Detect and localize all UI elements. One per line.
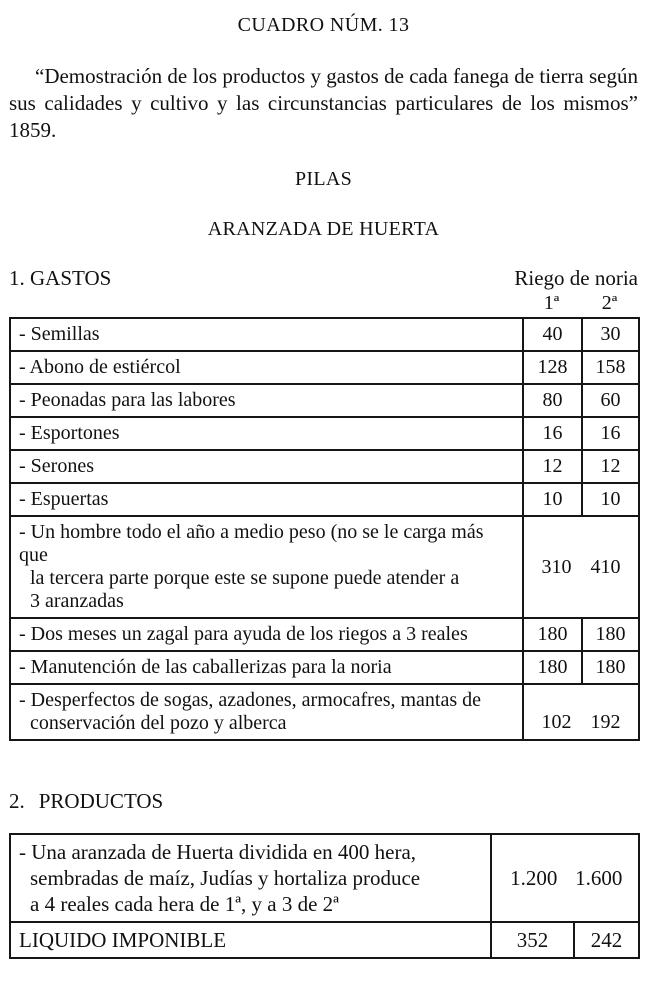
value-cell-2a: 30 [582,318,639,351]
expense-label: - Abono de estiércol [10,351,523,384]
gastos-section-header [9,266,638,290]
value-1a: 310 [541,555,572,578]
value-cell-2a: 242 [574,922,639,958]
value-pair [532,556,630,579]
value-2a: 1.600 [575,866,623,890]
value-cell-1a: 16 [523,417,582,450]
value-cell-2a: 158 [582,351,639,384]
value-1a: 1.200 [510,866,558,890]
table-row [10,618,639,651]
value-cell-1a: 80 [523,384,582,417]
merged-value-cell [523,684,639,740]
value-cell-1a: 40 [523,318,582,351]
expense-label-line: - Desperfectos de sogas, azadones, armocafres, mantas de [19,689,482,711]
table-row [10,516,639,618]
value-2a: 192 [590,711,621,733]
table-row [10,684,639,740]
expense-label-line: la tercera parte porque este se supone puede atender a [30,567,460,589]
gastos-heading: 1. GASTOS [9,266,112,290]
intro-paragraph: “Demostración de los productos y gastos de cada fanega de tierra según sus calidades y cultivo y las circunstancias particulares de los mismos” 1859. [9,64,638,142]
value-cell-2a: 10 [582,483,639,516]
product-label [10,834,491,922]
irrigation-type-label: Riego de noria [514,266,638,290]
table-row [10,384,639,417]
product-label-line: sembradas de maíz, Judías y hortaliza produce [30,866,421,890]
value-cell-1a: 128 [523,351,582,384]
liquido-imponible-label: LIQUIDO IMPONIBLE [10,922,491,958]
expense-label: - Serones [10,450,523,483]
value-cell-1a: 12 [523,450,582,483]
expense-label: - Esportones [10,417,523,450]
productos-table [9,833,640,959]
productos-section-header [9,789,638,813]
expense-label [10,516,523,618]
location-heading: PILAS [294,168,353,190]
expense-label: - Dos meses un zagal para ayuda de los riegos a 3 reales [10,618,523,651]
product-label-line: - Una aranzada de Huerta dividida en 400 hera, [19,840,417,864]
expense-label: - Espuertas [10,483,523,516]
productos-heading-text: PRODUCTOS [38,789,164,813]
expense-label-line: 3 aranzadas [30,590,124,612]
table-row [10,651,639,684]
productos-heading-number: 2. [9,789,25,813]
value-cell-1a: 352 [491,922,574,958]
table-row [10,351,639,384]
value-cell-1a: 180 [523,651,582,684]
value-cell-1a: 10 [523,483,582,516]
gastos-table [9,317,640,741]
merged-value-cell [491,834,639,922]
value-2a: 410 [590,555,621,578]
table-row [10,450,639,483]
value-pair [532,711,630,734]
column-header-1a: 1ª [543,292,560,314]
value-cell-2a: 180 [582,618,639,651]
expense-label: - Manutención de las caballerizas para la noria [10,651,523,684]
value-cell-2a: 60 [582,384,639,417]
table-row [10,483,639,516]
column-header-2a: 2ª [601,292,618,314]
liquido-imponible-row [10,922,639,958]
table-row [10,417,639,450]
expense-label [10,684,523,740]
expense-label-line: conservación del pozo y alberca [30,712,287,734]
document-title: CUADRO NÚM. 13 [237,14,410,36]
merged-value-cell [523,516,639,618]
expense-label-line: - Un hombre todo el año a medio peso (no se le carga más que [19,521,484,566]
product-label-line: a 4 reales cada hera de 1ª, y a 3 de 2ª [30,892,339,916]
table-subtitle: ARANZADA DE HUERTA [207,218,440,240]
value-1a: 102 [541,711,572,733]
value-cell-1a: 180 [523,618,582,651]
quality-column-headers [9,292,638,315]
value-cell-2a: 16 [582,417,639,450]
table-row [10,318,639,351]
expense-label: - Semillas [10,318,523,351]
table-row [10,834,639,922]
expense-label: - Peonadas para las labores [10,384,523,417]
value-cell-2a: 180 [582,651,639,684]
value-pair [500,865,630,891]
value-cell-2a: 12 [582,450,639,483]
